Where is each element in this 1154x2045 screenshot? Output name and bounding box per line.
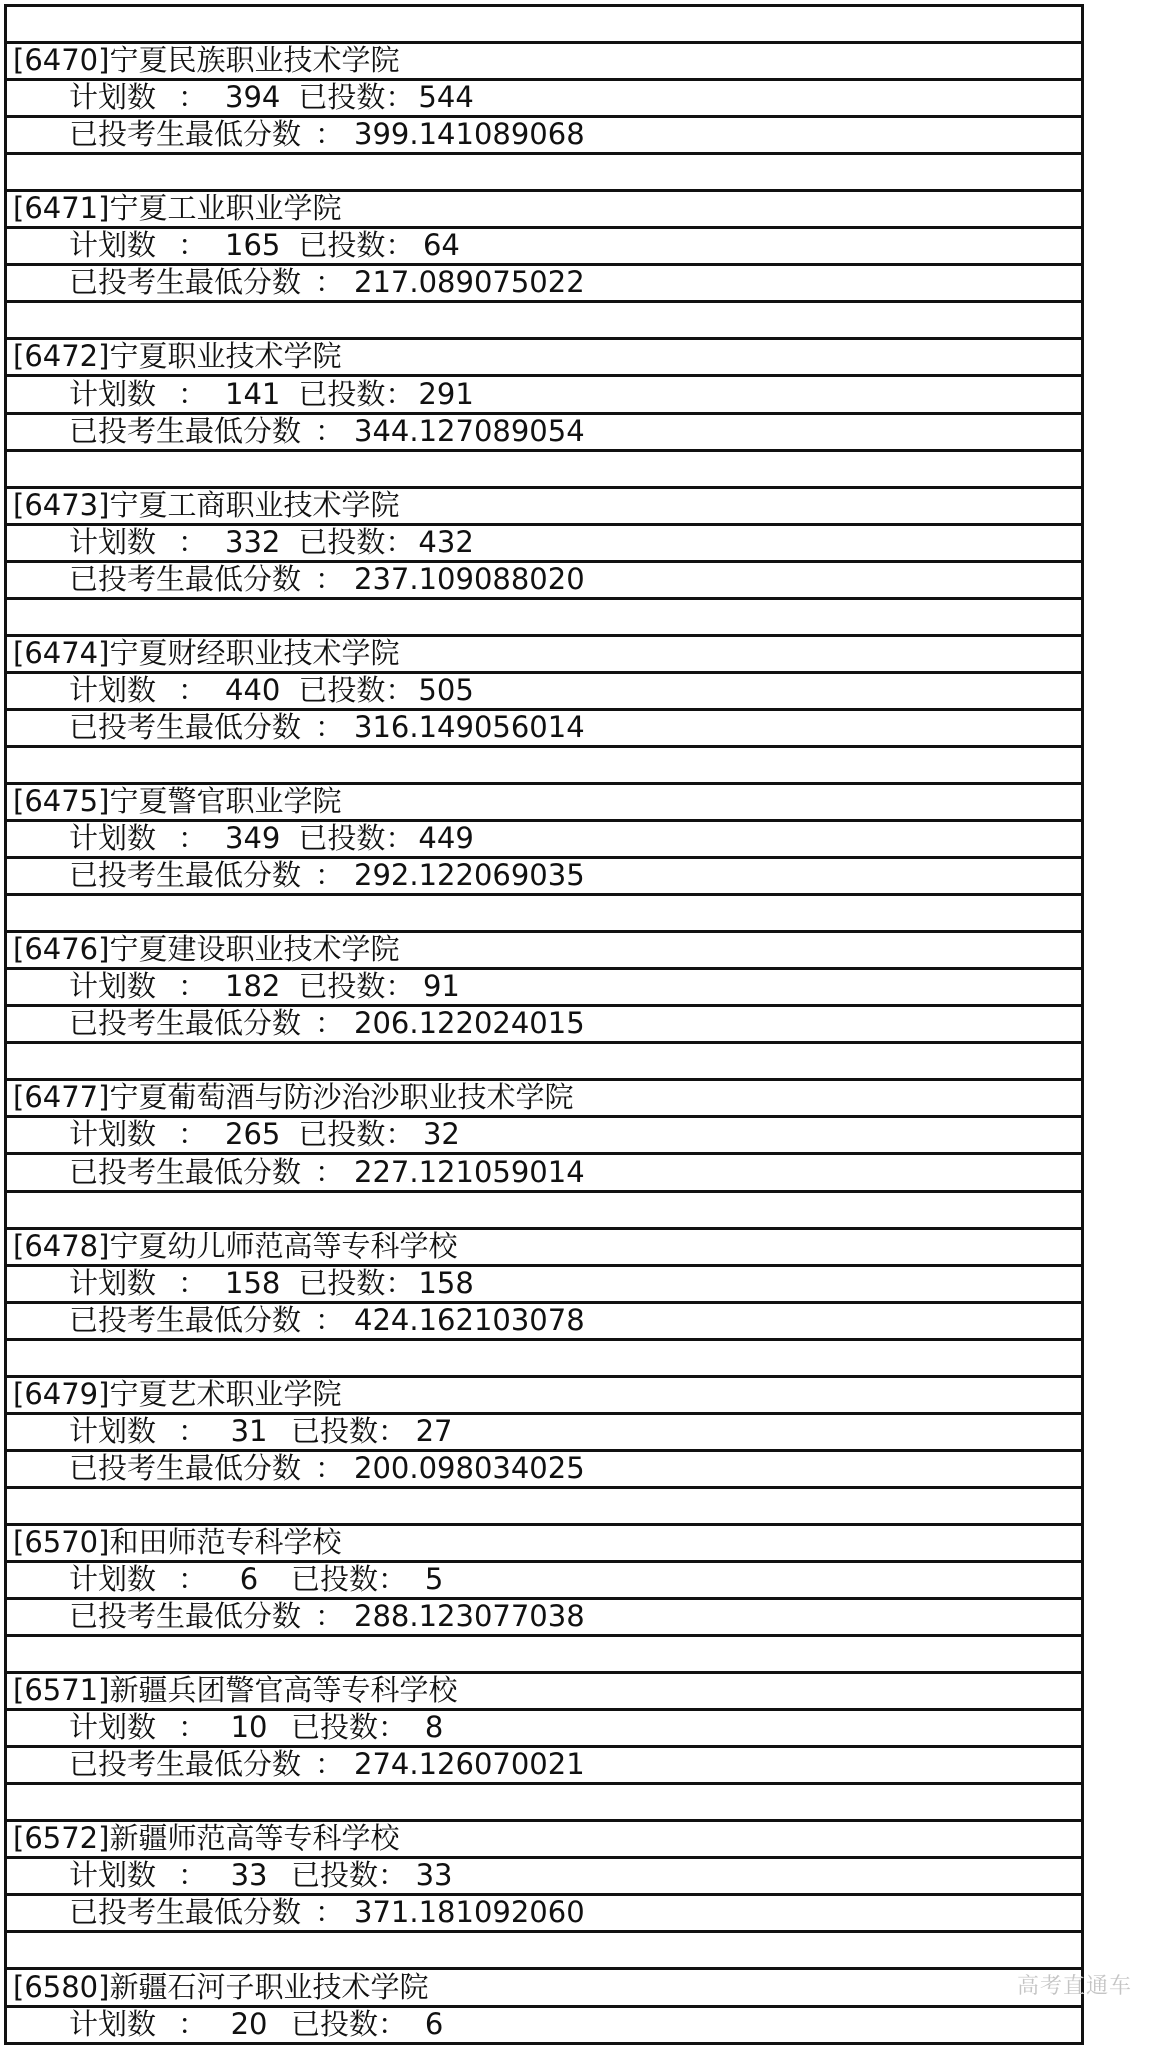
min-score-label: 已投考生最低分数 [69,859,302,893]
plan-submitted-text [69,81,474,113]
plan-value: 440 [225,673,281,707]
submitted-value: 32 [422,1118,460,1152]
submitted-colon: ： [385,1118,415,1152]
plan-submitted-row [7,674,1081,711]
school-name: 宁夏民族职业技术学院 [109,44,400,78]
min-score-label: 已投考生最低分数 [69,1600,302,1634]
blank-row [7,896,1081,933]
plan-label: 计划数 [69,822,157,856]
school-code: [6570] [13,1525,110,1559]
min-score-label: 已投考生最低分数 [69,266,302,300]
school-name-row [7,933,1081,970]
school-code: [6471] [13,192,110,226]
school-code: [6474] [13,636,110,670]
plan-submitted-row [7,1118,1081,1155]
min-score-text [69,711,585,743]
blank-row [7,7,1081,44]
plan-value: 265 [225,1118,281,1152]
plan-value: 165 [225,229,281,263]
plan-submitted-text [69,1563,457,1595]
plan-submitted-text [69,526,474,558]
plan-submitted-row [7,1859,1081,1896]
submitted-value: 449 [418,822,474,856]
school-code: [6580] [13,1970,110,2004]
plan-submitted-text [69,229,464,261]
plan-value: 33 [230,1859,268,1893]
plan-submitted-row [7,526,1081,563]
school-name-text [13,1971,428,2003]
submitted-label: 已投数 [298,81,386,115]
plan-label: 计划数 [69,1711,157,1745]
min-score-row [7,1304,1081,1341]
school-name-text [13,1674,457,1706]
plan-submitted-row [7,2008,1081,2045]
school-name: 宁夏工商职业技术学院 [109,488,400,522]
submitted-value: 505 [418,673,474,707]
min-score-value: 237.109088020 [354,562,585,596]
submitted-value: 544 [418,81,474,115]
plan-value: 349 [225,822,281,856]
submitted-colon: ： [378,1562,408,1597]
plan-colon: ： [178,1118,208,1152]
plan-value: 20 [230,2007,268,2041]
school-code: [6572] [13,1822,110,1856]
school-name-row [7,1526,1081,1563]
min-score-colon: ： [315,414,345,448]
school-code: [6472] [13,340,110,374]
plan-submitted-text [69,1415,457,1447]
min-score-value: 200.098034025 [354,1451,585,1485]
submitted-colon: ： [385,673,415,707]
blank-row [7,1489,1081,1526]
plan-submitted-text [69,822,474,854]
plan-value: 10 [230,1711,268,1745]
min-score-label: 已投考生最低分数 [69,1155,302,1189]
min-score-colon: ： [315,1451,345,1485]
min-score-text [69,1748,585,1780]
min-score-value: 371.181092060 [354,1896,585,1930]
school-name: 宁夏财经职业技术学院 [109,636,400,670]
submitted-label: 已投数 [298,1118,386,1152]
min-score-value: 206.122024015 [354,1007,585,1041]
blank-row [7,600,1081,637]
submitted-label: 已投数 [298,822,386,856]
submitted-colon: ： [378,1711,408,1745]
school-name-row [7,44,1081,81]
min-score-text [69,859,585,891]
min-score-label: 已投考生最低分数 [69,562,302,596]
blank-row [7,155,1081,192]
school-code: [6479] [13,1377,110,1411]
plan-colon: ： [178,673,208,707]
plan-value: 182 [225,970,281,1004]
school-name: 宁夏警官职业学院 [109,784,342,819]
school-name-row [7,1674,1081,1711]
plan-colon: ： [178,822,208,856]
min-score-row [7,859,1081,896]
submitted-colon: ： [378,2007,408,2041]
plan-submitted-row [7,970,1081,1007]
plan-colon: ： [178,1711,208,1745]
min-score-colon: ： [315,859,345,893]
blank-row [7,1933,1081,1970]
min-score-value: 292.122069035 [354,859,585,893]
min-score-row [7,711,1081,748]
min-score-text [69,266,585,298]
min-score-text [69,118,585,150]
plan-label: 计划数 [69,229,157,263]
min-score-text [69,1304,585,1336]
plan-label: 计划数 [69,1859,157,1893]
submitted-colon: ： [385,1266,415,1300]
min-score-text [69,1156,585,1188]
submitted-label: 已投数 [291,2007,379,2041]
school-code: [6477] [13,1081,110,1115]
school-name-text [13,44,399,76]
plan-submitted-text [69,1711,457,1743]
plan-label: 计划数 [69,673,157,707]
submitted-colon: ： [385,229,415,263]
school-name: 宁夏葡萄酒与防沙治沙职业技术学院 [109,1081,574,1115]
blank-row [7,303,1081,340]
min-score-label: 已投考生最低分数 [69,414,302,448]
school-code: [6478] [13,1229,110,1263]
submitted-label: 已投数 [298,673,386,707]
min-score-row [7,415,1081,452]
min-score-colon: ： [315,562,345,596]
plan-submitted-text [69,1859,457,1891]
school-name-text [13,1230,457,1262]
min-score-colon: ： [315,1896,345,1930]
min-score-colon: ： [315,1155,345,1189]
plan-label: 计划数 [69,1266,157,1300]
min-score-row [7,563,1081,600]
submitted-label: 已投数 [298,970,386,1004]
plan-colon: ： [178,525,208,559]
school-name: 宁夏幼儿师范高等专科学校 [109,1229,458,1263]
watermark-text: 高考直通车 [1016,1974,1132,1999]
submitted-colon: ： [385,377,415,411]
min-score-text [69,1600,585,1632]
min-score-row [7,118,1081,155]
plan-colon: ： [178,970,208,1004]
submitted-label: 已投数 [298,229,386,263]
school-name-text [13,489,399,521]
min-score-colon: ： [315,710,345,744]
school-name: 和田师范专科学校 [109,1525,342,1559]
min-score-text [69,1452,585,1484]
school-name-text [13,1526,341,1558]
min-score-label: 已投考生最低分数 [69,1896,302,1930]
blank-row [7,1341,1081,1378]
submitted-colon: ： [385,822,415,856]
school-code: [6470] [13,44,110,78]
school-name: 新疆石河子职业技术学院 [109,1970,429,2004]
min-score-value: 344.127089054 [354,414,585,448]
min-score-colon: ： [315,1303,345,1337]
submitted-label: 已投数 [298,377,386,411]
school-name-text [13,1822,399,1854]
min-score-value: 316.149056014 [354,710,585,744]
min-score-text [69,1896,585,1928]
min-score-value: 217.089075022 [354,266,585,300]
submitted-value: 64 [422,229,460,263]
min-score-row [7,1452,1081,1489]
school-code: [6473] [13,488,110,522]
min-score-row [7,1600,1081,1637]
school-name-row [7,785,1081,822]
submitted-value: 91 [422,970,460,1004]
min-score-value: 274.126070021 [354,1748,585,1782]
plan-value: 332 [225,525,281,559]
submitted-label: 已投数 [291,1859,379,1893]
plan-value: 158 [225,1266,281,1300]
min-score-colon: ： [315,266,345,300]
plan-submitted-text [69,970,464,1002]
min-score-label: 已投考生最低分数 [69,118,302,152]
blank-row [7,452,1081,489]
plan-label: 计划数 [69,2007,157,2041]
school-code: [6571] [13,1674,110,1708]
plan-value: 31 [230,1414,268,1448]
submitted-colon: ： [378,1859,408,1893]
blank-row [7,1785,1081,1822]
min-score-text [69,415,585,447]
min-score-colon: ： [315,1007,345,1041]
blank-row [7,1044,1081,1081]
plan-label: 计划数 [69,970,157,1004]
min-score-label: 已投考生最低分数 [69,710,302,744]
plan-submitted-text [69,1118,464,1150]
plan-colon: ： [178,1414,208,1448]
school-name-text [13,933,399,965]
plan-submitted-row [7,229,1081,266]
school-name-text [13,637,399,669]
plan-submitted-row [7,1563,1081,1600]
plan-submitted-row [7,377,1081,414]
school-code: [6476] [13,933,110,967]
min-score-label: 已投考生最低分数 [69,1007,302,1041]
plan-submitted-row [7,81,1081,118]
school-name-row [7,637,1081,674]
plan-value: 6 [239,1562,259,1597]
school-name-text [13,785,341,817]
school-name: 新疆师范高等专科学校 [109,1822,400,1856]
min-score-colon: ： [315,1600,345,1634]
plan-label: 计划数 [69,377,157,411]
school-name-row [7,340,1081,377]
blank-row [7,1193,1081,1230]
school-name-row [7,489,1081,526]
submitted-value: 432 [418,525,474,559]
plan-colon: ： [178,377,208,411]
plan-colon: ： [178,1562,208,1597]
plan-submitted-text [69,2008,457,2040]
min-score-value: 227.121059014 [354,1155,585,1189]
min-score-row [7,1155,1081,1192]
plan-submitted-row [7,822,1081,859]
min-score-label: 已投考生最低分数 [69,1451,302,1485]
submitted-label: 已投数 [291,1711,379,1745]
min-score-value: 288.123077038 [354,1600,585,1634]
plan-colon: ： [178,1859,208,1893]
submitted-value: 158 [418,1266,474,1300]
min-score-text [69,563,585,595]
min-score-value: 424.162103078 [354,1303,585,1337]
submitted-colon: ： [385,525,415,559]
school-name: 宁夏职业技术学院 [109,340,342,374]
submitted-value: 6 [424,2007,444,2041]
submitted-value: 5 [424,1562,444,1597]
submitted-colon: ： [385,970,415,1004]
min-score-row [7,1007,1081,1044]
school-name-row [7,1822,1081,1859]
school-name: 宁夏建设职业技术学院 [109,933,400,967]
plan-submitted-text [69,674,474,706]
school-name-row [7,1230,1081,1267]
min-score-row [7,1748,1081,1785]
plan-submitted-row [7,1415,1081,1452]
admission-table [4,4,1084,2045]
school-name-row [7,1081,1081,1118]
plan-label: 计划数 [69,525,157,559]
min-score-colon: ： [315,118,345,152]
plan-label: 计划数 [69,1414,157,1448]
min-score-colon: ： [315,1748,345,1782]
submitted-colon: ： [378,1414,408,1448]
school-name-text [13,1378,341,1410]
school-name: 新疆兵团警官高等专科学校 [109,1674,458,1708]
plan-value: 141 [225,377,281,411]
plan-colon: ： [178,1266,208,1300]
school-name-row [7,1378,1081,1415]
submitted-value: 291 [418,377,474,411]
submitted-value: 27 [415,1414,453,1448]
submitted-value: 33 [415,1859,453,1893]
submitted-label: 已投数 [291,1562,379,1597]
blank-row [7,748,1081,785]
plan-submitted-text [69,378,474,410]
submitted-label: 已投数 [298,1266,386,1300]
submitted-colon: ： [385,81,415,115]
plan-submitted-text [69,1267,474,1299]
school-name-text [13,192,341,224]
submitted-value: 8 [424,1711,444,1745]
min-score-label: 已投考生最低分数 [69,1303,302,1337]
min-score-value: 399.141089068 [354,118,585,152]
plan-colon: ： [178,2007,208,2041]
plan-label: 计划数 [69,81,157,115]
min-score-label: 已投考生最低分数 [69,1748,302,1782]
plan-submitted-row [7,1711,1081,1748]
school-name-text [13,340,341,372]
school-name-row [7,1970,1081,2007]
plan-colon: ： [178,229,208,263]
plan-submitted-row [7,1267,1081,1304]
submitted-label: 已投数 [298,525,386,559]
submitted-label: 已投数 [291,1414,379,1448]
min-score-text [69,1007,585,1039]
school-name-text [13,1081,573,1113]
school-name: 宁夏艺术职业学院 [109,1377,342,1411]
plan-label: 计划数 [69,1562,157,1597]
min-score-row [7,266,1081,303]
school-name: 宁夏工业职业学院 [109,192,342,226]
blank-row [7,1637,1081,1674]
school-name-row [7,192,1081,229]
plan-label: 计划数 [69,1118,157,1152]
plan-value: 394 [225,81,281,115]
plan-colon: ： [178,81,208,115]
school-code: [6475] [13,784,110,819]
min-score-row [7,1896,1081,1933]
